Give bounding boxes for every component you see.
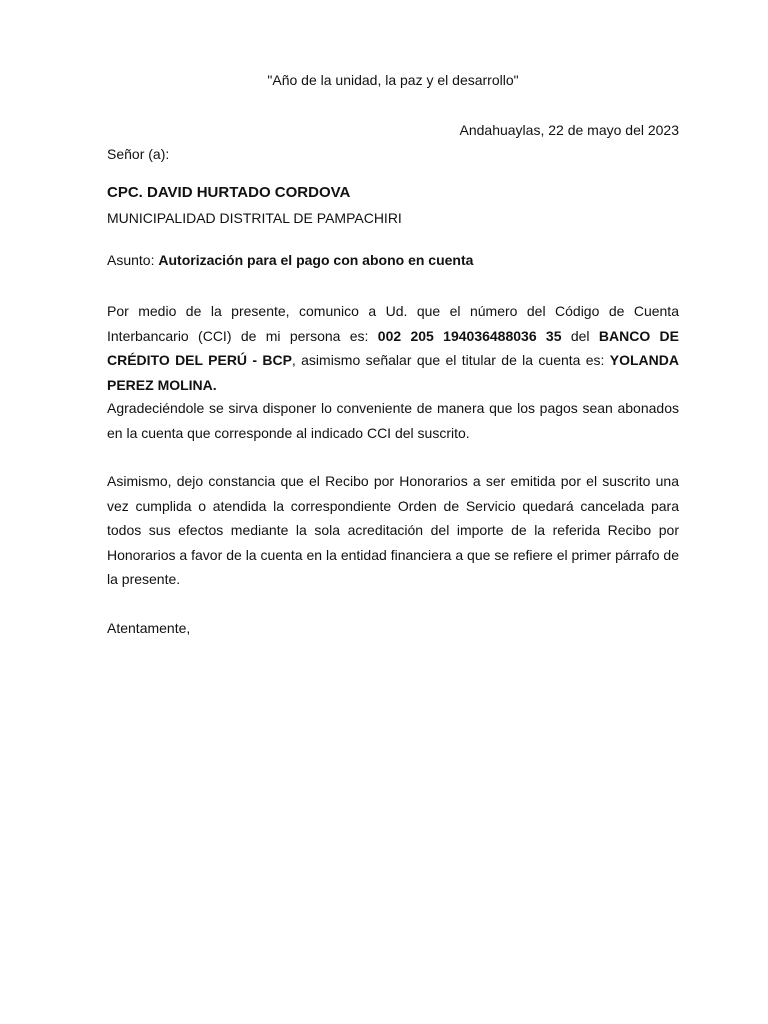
subject-line xyxy=(107,252,473,268)
subject-separator: : xyxy=(150,252,159,268)
salutation: Señor (a): xyxy=(107,146,170,162)
recipient-organization: MUNICIPALIDAD DISTRITAL DE PAMPACHIRI xyxy=(107,210,402,226)
place-date: Andahuaylas, 22 de mayo del 2023 xyxy=(459,122,679,138)
closing: Atentamente, xyxy=(107,620,191,636)
paragraph-receipt: Asimismo, dejo constancia que el Recibo por Honorarios a ser emitida por el suscrito una vez cumplida o atendida la correspondiente Orden de Servicio quedará cancelada para todos sus efectos mediante la sola acreditación del importe de la referida Recibo por Honorarios a favor de la cuenta en la entidad financiera a que se refiere el primer párrafo de la presente. xyxy=(107,473,679,587)
paragraph-cci xyxy=(107,299,679,397)
paragraph-request: Agradeciéndole se sirva disponer lo conveniente de manera que los pagos sean abonados en la cuenta que corresponde al indicado CCI del suscrito. xyxy=(107,400,679,441)
paragraph-cci-holder-intro: , asimismo señalar que el titular de la cuenta es: xyxy=(291,352,610,368)
paragraph-cci-intro: Por medio de la presente, comunico a Ud. que el número del Código de Cuenta Interbancario (CCI) de mi persona es: xyxy=(107,303,679,344)
year-motto: "Año de la unidad, la paz y el desarrollo" xyxy=(267,72,519,88)
cci-number: 002 205 194036488036 35 xyxy=(377,327,562,344)
paragraph-cci-connector: del xyxy=(561,327,599,344)
recipient-name: CPC. DAVID HURTADO CORDOVA xyxy=(107,184,351,201)
bank-name: BANCO DE CRÉDITO DEL PERÚ - BCP xyxy=(107,327,679,368)
account-holder: YOLANDA PEREZ MOLINA. xyxy=(107,352,679,393)
subject-label: Asunto xyxy=(107,252,151,268)
subject-text: Autorización para el pago con abono en cuenta xyxy=(158,252,474,268)
